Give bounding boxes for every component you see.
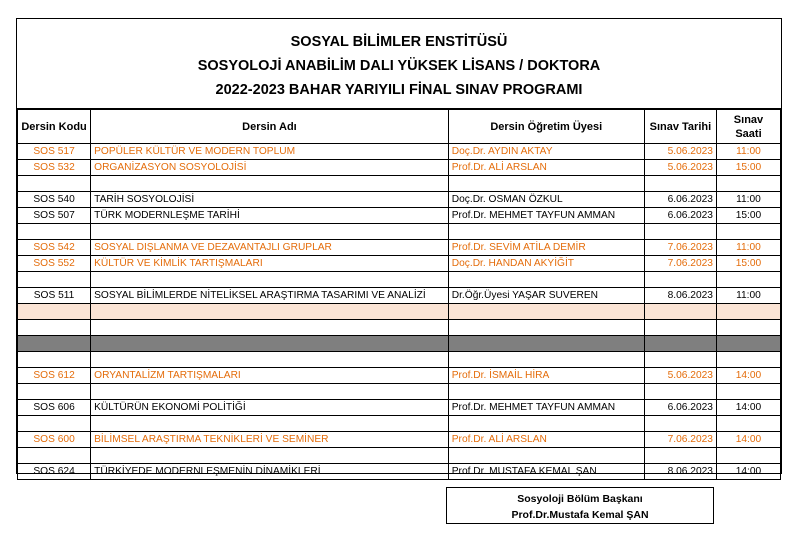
- exam-time: 11:00: [716, 192, 780, 208]
- exam-date: 6.06.2023: [644, 192, 716, 208]
- exam-time: 14:00: [716, 432, 780, 448]
- course-code: SOS 532: [18, 160, 91, 176]
- table-row: [18, 208, 781, 224]
- lecturer: Prof.Dr. İSMAİL HİRA: [448, 368, 644, 384]
- empty-row: [18, 272, 781, 288]
- exam-time: 14:00: [716, 464, 780, 480]
- signature-name: Prof.Dr.Mustafa Kemal ŞAN: [511, 509, 649, 521]
- lecturer: Doç.Dr. OSMAN ÖZKUL: [448, 192, 644, 208]
- course-code: SOS 552: [18, 256, 91, 272]
- course-code: SOS 517: [18, 144, 91, 160]
- signature-box: [446, 487, 714, 524]
- lecturer: Prof.Dr. MEHMET TAYFUN AMMAN: [448, 400, 644, 416]
- col-header-code: Dersin Kodu: [18, 110, 91, 144]
- exam-date: 8.06.2023: [644, 288, 716, 304]
- lecturer: Doç.Dr. AYDIN AKTAY: [448, 144, 644, 160]
- course-name: KÜLTÜRÜN EKONOMİ POLİTİĞİ: [91, 400, 449, 416]
- exam-date: 6.06.2023: [644, 208, 716, 224]
- course-name: ORYANTALİZM TARTIŞMALARI: [91, 368, 449, 384]
- table-row: [18, 192, 781, 208]
- lecturer: Prof.Dr. MEHMET TAYFUN AMMAN: [448, 208, 644, 224]
- course-code: SOS 624: [18, 464, 91, 480]
- exam-time: 15:00: [716, 160, 780, 176]
- exam-time: 11:00: [716, 288, 780, 304]
- lecturer: Doç.Dr. HANDAN AKYİĞİT: [448, 256, 644, 272]
- course-name: TARİH SOSYOLOJİSİ: [91, 192, 449, 208]
- course-code: SOS 511: [18, 288, 91, 304]
- header-row: [18, 110, 781, 144]
- department-title: SOSYOLOJİ ANABİLİM DALI YÜKSEK LİSANS / DOKTORA: [197, 58, 601, 74]
- separator-row: [18, 336, 781, 352]
- exam-time: 14:00: [716, 368, 780, 384]
- table-row: [18, 160, 781, 176]
- empty-row: [18, 416, 781, 432]
- course-name: ORGANİZASYON SOSYOLOJİSİ: [91, 160, 449, 176]
- exam-time: 11:00: [716, 240, 780, 256]
- exam-date: 5.06.2023: [644, 160, 716, 176]
- lecturer: Prof.Dr. ALİ ARSLAN: [448, 432, 644, 448]
- signature-title: Sosyoloji Bölüm Başkanı: [517, 493, 643, 505]
- table-row: [18, 144, 781, 160]
- course-name: SOSYAL DIŞLANMA VE DEZAVANTAJLI GRUPLAR: [91, 240, 449, 256]
- empty-row: [18, 448, 781, 464]
- empty-row: [18, 176, 781, 192]
- lecturer: Dr.Öğr.Üyesi YAŞAR SUVEREN: [448, 288, 644, 304]
- course-name: KÜLTÜR VE KİMLİK TARTIŞMALARI: [91, 256, 449, 272]
- program-title: 2022-2023 BAHAR YARIYILI FİNAL SINAV PROGRAMI: [215, 82, 583, 98]
- exam-schedule-sheet: [16, 18, 782, 477]
- exam-time: 15:00: [716, 256, 780, 272]
- empty-row: [18, 224, 781, 240]
- col-header-lecturer: Dersin Öğretim Üyesi: [448, 110, 644, 144]
- course-code: SOS 612: [18, 368, 91, 384]
- course-name: POPÜLER KÜLTÜR VE MODERN TOPLUM: [91, 144, 449, 160]
- table-row: [18, 256, 781, 272]
- table-row: [18, 368, 781, 384]
- course-code: SOS 606: [18, 400, 91, 416]
- course-code: SOS 507: [18, 208, 91, 224]
- exam-time: 11:00: [716, 144, 780, 160]
- table-row: [18, 240, 781, 256]
- lecturer: Prof.Dr. ALİ ARSLAN: [448, 160, 644, 176]
- course-name: BİLİMSEL ARAŞTIRMA TEKNİKLERİ VE SEMİNER: [91, 432, 449, 448]
- course-code: SOS 542: [18, 240, 91, 256]
- lecturer: Prof.Dr. SEVİM ATİLA DEMİR: [448, 240, 644, 256]
- empty-row: [18, 384, 781, 400]
- course-code: SOS 600: [18, 432, 91, 448]
- exam-date: 5.06.2023: [644, 368, 716, 384]
- exam-date: 8.06.2023: [644, 464, 716, 480]
- course-name: TÜRK MODERNLEŞME TARİHİ: [91, 208, 449, 224]
- table-row: [18, 288, 781, 304]
- exam-date: 7.06.2023: [644, 432, 716, 448]
- course-name: SOSYAL BİLİMLERDE NİTELİKSEL ARAŞTIRMA TASARIMI VE ANALİZİ: [91, 288, 449, 304]
- col-header-name: Dersin Adı: [91, 110, 449, 144]
- schedule-table: [17, 109, 781, 480]
- exam-date: 5.06.2023: [644, 144, 716, 160]
- highlight-row: [18, 304, 781, 320]
- table-row: [18, 432, 781, 448]
- empty-row: [18, 352, 781, 368]
- course-code: SOS 540: [18, 192, 91, 208]
- empty-row: [18, 320, 781, 336]
- col-header-time: Sınav Saati: [716, 110, 780, 144]
- course-name: TÜRKİYEDE MODERNLEŞMENİN DİNAMİKLERİ: [91, 464, 449, 480]
- title-block: [17, 19, 781, 109]
- exam-date: 7.06.2023: [644, 240, 716, 256]
- table-row: [18, 464, 781, 480]
- lecturer: Prof.Dr. MUSTAFA KEMAL ŞAN: [448, 464, 644, 480]
- col-header-date: Sınav Tarihi: [644, 110, 716, 144]
- exam-date: 6.06.2023: [644, 400, 716, 416]
- exam-time: 15:00: [716, 208, 780, 224]
- institute-title: SOSYAL BİLİMLER ENSTİTÜSÜ: [290, 34, 508, 50]
- table-row: [18, 400, 781, 416]
- exam-time: 14:00: [716, 400, 780, 416]
- exam-date: 7.06.2023: [644, 256, 716, 272]
